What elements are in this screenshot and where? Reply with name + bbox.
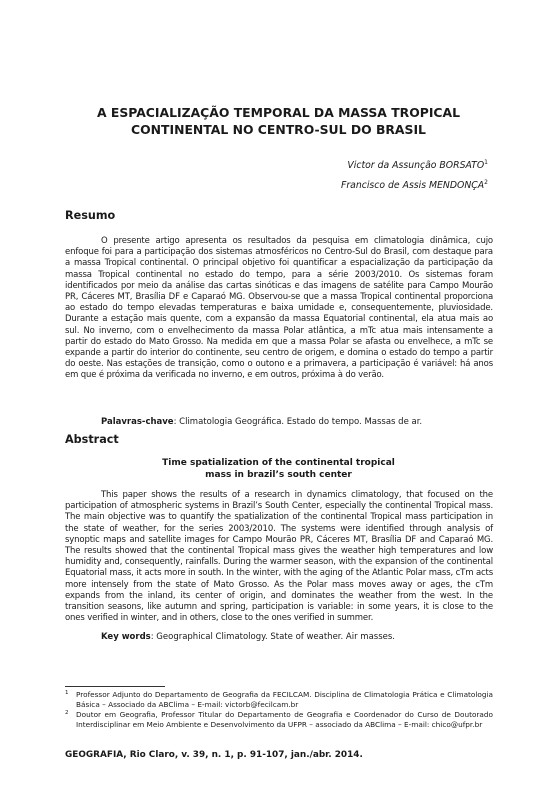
article-title: A ESPACIALIZAÇÃO TEMPORAL DA MASSA TROPICAL CONTINENTAL NO CENTRO-SUL DO BRASIL bbox=[96, 105, 461, 137]
author-1: Victor da Assunção BORSATO$^1$ bbox=[347, 159, 488, 171]
abstract-subtitle: Time spatialization of the continental tropical mass in brazil’s south center bbox=[162, 458, 395, 480]
footnote-2: 2 Doutor em Geografia, Professor Titular do Departamento de Geografia e Coordenador do Curso de Doutorado Interdisciplinar em Meio Ambiente e Desenvolvimento da UFPR – associado da ABClima – E-mail: chico@ufpr.br bbox=[65, 710, 493, 729]
journal-citation: GEOGRAFIA, Rio Claro, v. 39, n. 1, p. 91-107, jan./abr. 2014. bbox=[65, 750, 363, 760]
author-2: Francisco de Assis MENDONÇA$^2$ bbox=[340, 179, 488, 191]
resumo-keywords: Palavras-chave: Climatologia Geográfica. Estado do tempo. Massas de ar. bbox=[101, 417, 423, 427]
footnote-1: 1 Professor Adjunto do Departamento de Geografia da FECILCAM. Disciplina de Climatologia Prática e Climatologia Básica – Associado da ABClima – E-mail: victorb@fecilcam.br bbox=[65, 690, 493, 709]
resumo-text: O presente artigo apresenta os resultados da pesquisa em climatologia dinâmica, cujo enfoque foi para a participação dos sistemas atmosféricos no Centro-Sul do Brasil, com destaque para a massa Tropical continental. O principal objetivo foi quantificar a espacialização da participação da massa Tropical continental no estado do tempo, para a série 2003/2010. Os sistemas foram identificados por meio da análise das cartas sinóticas e das imagens de satélite para Campo Mourão PR, Cáceres MT, Brasília DF e Caparaó MG. Observou-se que a massa Tropical continental proporciona ao estado do tempo elevadas temperaturas e baixa umidade e, consequentemente, pluviosidade. Durante a estação mais quente, com a expansão da massa Equatorial continental, ela atua mais ao sul. No inverno, com o envelhecimento da massa Polar atlântica, a mTc atua mais intensamente a partir do estado do Mato Grosso. Na medida em que a massa Polar se afasta ou envelhece, a mTc se expande a partir do interior do continente, seu centro de origem, e domina o estado do tempo a partir do oeste. Nas estações de transição, como o outono e a primavera, a participação é variável: há anos em que é próxima da verificada no inverno, e em outros, próxima à do verão. bbox=[65, 236, 493, 381]
footnote-rule bbox=[65, 686, 165, 687]
abstract-keywords: Key words: Geographical Climatology. State of weather. Air masses. bbox=[101, 632, 395, 642]
abstract-heading: Abstract bbox=[65, 433, 119, 446]
abstract-text: This paper shows the results of a research in dynamics climatology, that focused on the participation of atmospheric systems in Brazil’s South Center, especially the continental Tropical mass. The main objective was to quantify the spatialization of the continental Tropical mass participation in the state of weather, for the series 2003/2010. The systems were identified through analysis of synoptic maps and satellite images for Campo Mourão PR, Cáceres MT, Brasília DF and Caparaó MG. The results showed that the continental Tropical mass gives the weather high temperatures and low humidity and, consequently, rainfalls. During the warmer season, with the expansion of the continental Equatorial mass, it acts more in south. In the winter, with the aging of the Atlantic Polar mass, cTm acts more intensely from the state of Mato Grosso. As the Polar mass moves away or ages, the cTm expands from the inland, its center of origin, and dominates the weather from the west. In the transition seasons, like autumn and spring, participation is variable: in some years, it is close to the ones verified in winter, and in others, close to the ones verified in summer. bbox=[65, 490, 493, 624]
resumo-heading: Resumo bbox=[65, 209, 116, 222]
author-list bbox=[341, 154, 488, 194]
